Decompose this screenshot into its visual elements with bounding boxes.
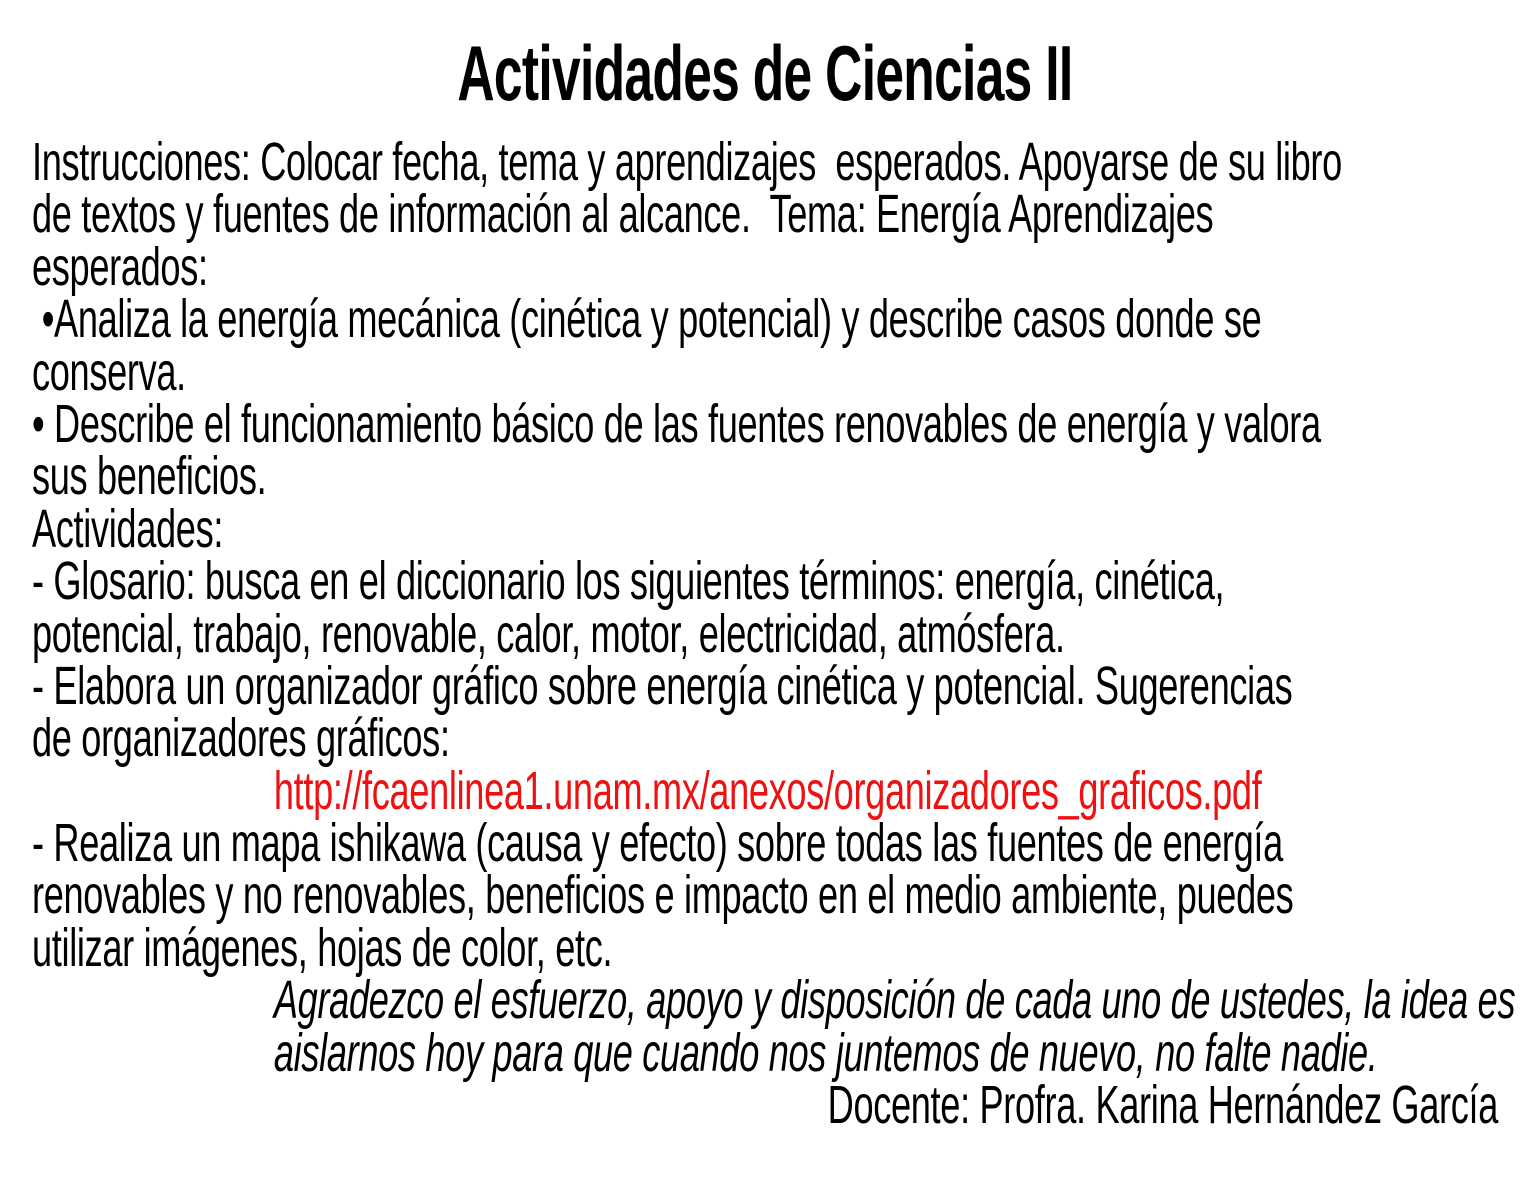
- activity-ishikawa-line-3: utilizar imágenes, hojas de color, etc.: [32, 917, 613, 978]
- closing-note-line-1: Agradezco el esfuerzo, apoyo y disposición de cada uno de ustedes, la idea es: [273, 970, 1516, 1031]
- intro-line-2: de textos y fuentes de información al alcance. Tema: Energía Aprendizajes: [32, 184, 1214, 245]
- bullet-describe-line-2: sus beneficios.: [32, 446, 267, 507]
- bullet-describe-line-1: • Describe el funcionamiento básico de las fuentes renovables de energía y valora: [32, 393, 1321, 454]
- teacher-credit: Docente: Profra. Karina Hernández García: [827, 1075, 1498, 1136]
- url-link[interactable]: http://fcaenlinea1.unam.mx/anexos/organizadores_graficos.pdf: [273, 760, 1262, 821]
- document-body: [0, 132, 1530, 1136]
- bullet-analiza-line-1: •Analiza la energía mecánica (cinética y potencial) y describe casos donde se: [32, 289, 1262, 350]
- document-page: [0, 29, 1530, 1185]
- activity-ishikawa-line-1: - Realiza un mapa ishikawa (causa y efecto) sobre todas las fuentes de energía: [32, 813, 1283, 874]
- activity-ishikawa-line-2: renovables y no renovables, beneficios e impacto en el medio ambiente, puedes: [32, 865, 1294, 926]
- activity-glosario-line-2: potencial, trabajo, renovable, calor, motor, electricidad, atmósfera.: [32, 603, 1065, 664]
- page-title: Actividades de Ciencias II: [457, 29, 1073, 117]
- activity-organizador-line-2: de organizadores gráficos:: [32, 708, 450, 769]
- activity-organizador-line-1: - Elabora un organizador gráfico sobre energía cinética y potencial. Sugerencias: [32, 655, 1293, 716]
- activity-glosario-line-1: - Glosario: busca en el diccionario los siguientes términos: energía, cinética,: [32, 551, 1225, 612]
- intro-line-3: esperados:: [32, 236, 208, 297]
- activities-heading: Actividades:: [32, 498, 224, 559]
- bullet-analiza-line-2: conserva.: [32, 341, 186, 402]
- intro-line-1: Instrucciones: Colocar fecha, tema y aprendizajes esperados. Apoyarse de su libro: [32, 132, 1342, 192]
- closing-note-line-2: aislarnos hoy para que cuando nos juntemos de nuevo, no falte nadie.: [273, 1022, 1378, 1083]
